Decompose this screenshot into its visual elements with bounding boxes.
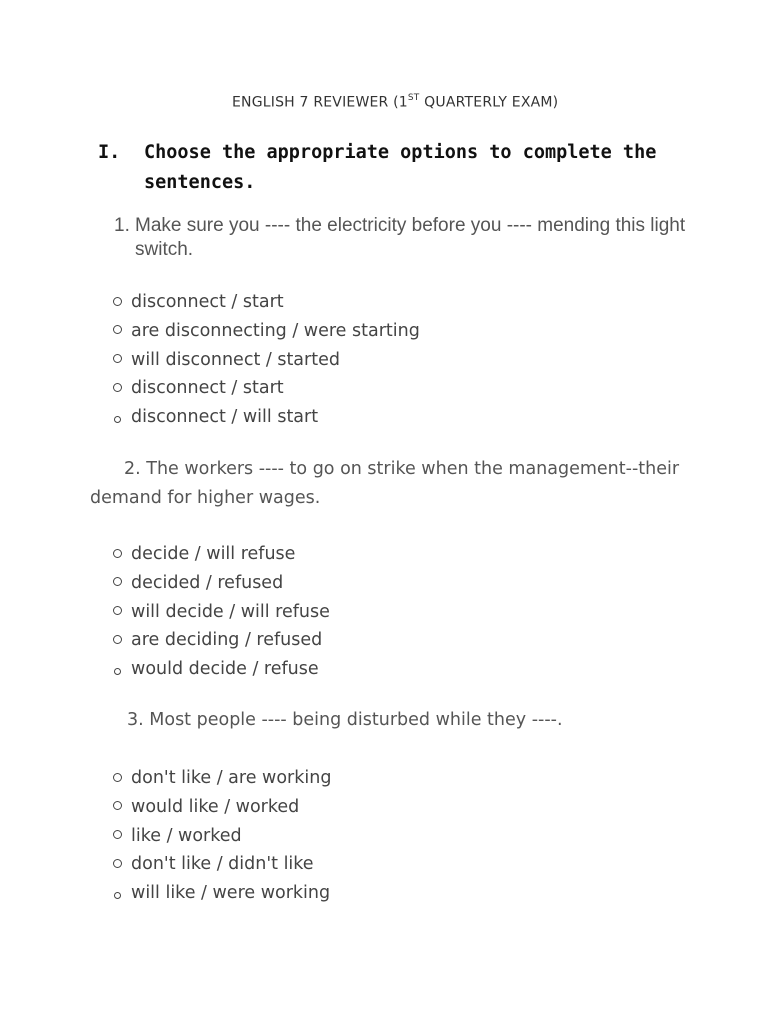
option-text: decided / refused: [131, 572, 284, 593]
option: [113, 793, 331, 822]
option-text: are deciding / refused: [131, 630, 323, 651]
section-numeral: I.: [98, 142, 121, 163]
circle-bullet-icon: [113, 830, 122, 839]
circle-bullet-icon: [114, 668, 121, 675]
option-text: don't like / are working: [131, 768, 332, 788]
circle-bullet-icon: [113, 383, 122, 392]
option: [113, 317, 420, 346]
question-3-text: 3. Most people ---- being disturbed while they ----.: [127, 710, 563, 730]
circle-bullet-icon: [113, 606, 122, 615]
circle-bullet-icon: [113, 801, 122, 810]
circle-bullet-icon: [113, 635, 122, 644]
circle-bullet-icon: [113, 354, 122, 363]
circle-bullet-icon: [114, 892, 121, 899]
option-text: will disconnect / started: [131, 349, 340, 370]
option: [113, 374, 420, 403]
option-text: disconnect / will start: [131, 407, 319, 428]
option-text: decide / will refuse: [131, 544, 296, 564]
option: [113, 655, 330, 684]
question-2-options: [113, 540, 330, 684]
option: [113, 879, 331, 908]
option: [113, 569, 330, 598]
circle-bullet-icon: [113, 773, 122, 782]
question-2-text: 2. The workers ---- to go on strike when the management--their demand for higher wages.: [90, 459, 680, 508]
question-1-options: [113, 288, 420, 432]
option-text: disconnect / start: [131, 292, 284, 312]
option-text: would decide / refuse: [131, 659, 319, 680]
option-text: disconnect / start: [131, 378, 284, 399]
circle-bullet-icon: [114, 416, 121, 423]
circle-bullet-icon: [113, 297, 122, 306]
question-1: [114, 214, 694, 262]
option: [113, 764, 331, 793]
circle-bullet-icon: [113, 577, 122, 586]
option-text: will decide / will refuse: [131, 601, 330, 622]
option-text: don't like / didn't like: [131, 854, 314, 875]
option-text: would like / worked: [131, 796, 300, 817]
option-text: will like / were working: [131, 883, 331, 904]
option: [113, 850, 331, 879]
section-heading: [98, 138, 658, 198]
option: [113, 403, 420, 432]
option-text: are disconnecting / were starting: [131, 320, 420, 341]
question-1-number: 1.: [114, 215, 130, 236]
option: [113, 288, 420, 317]
circle-bullet-icon: [113, 325, 122, 334]
page-header: [232, 94, 558, 111]
header-title-end: QUARTERLY EXAM): [419, 94, 559, 111]
option: [113, 598, 330, 627]
option: [113, 540, 330, 569]
header-title: ENGLISH 7 REVIEWER (1: [232, 94, 408, 111]
option: [113, 822, 331, 851]
option-text: like / worked: [131, 825, 242, 846]
question-1-text: Make sure you ---- the electricity before you ---- mending this light switch.: [135, 215, 686, 260]
header-superscript: ST: [407, 93, 420, 103]
circle-bullet-icon: [113, 859, 122, 868]
section-instruction: Choose the appropriate options to complete the sentences.: [144, 142, 657, 193]
circle-bullet-icon: [113, 549, 122, 558]
option: [113, 626, 330, 655]
question-3-options: [113, 764, 331, 908]
option: [113, 346, 420, 375]
